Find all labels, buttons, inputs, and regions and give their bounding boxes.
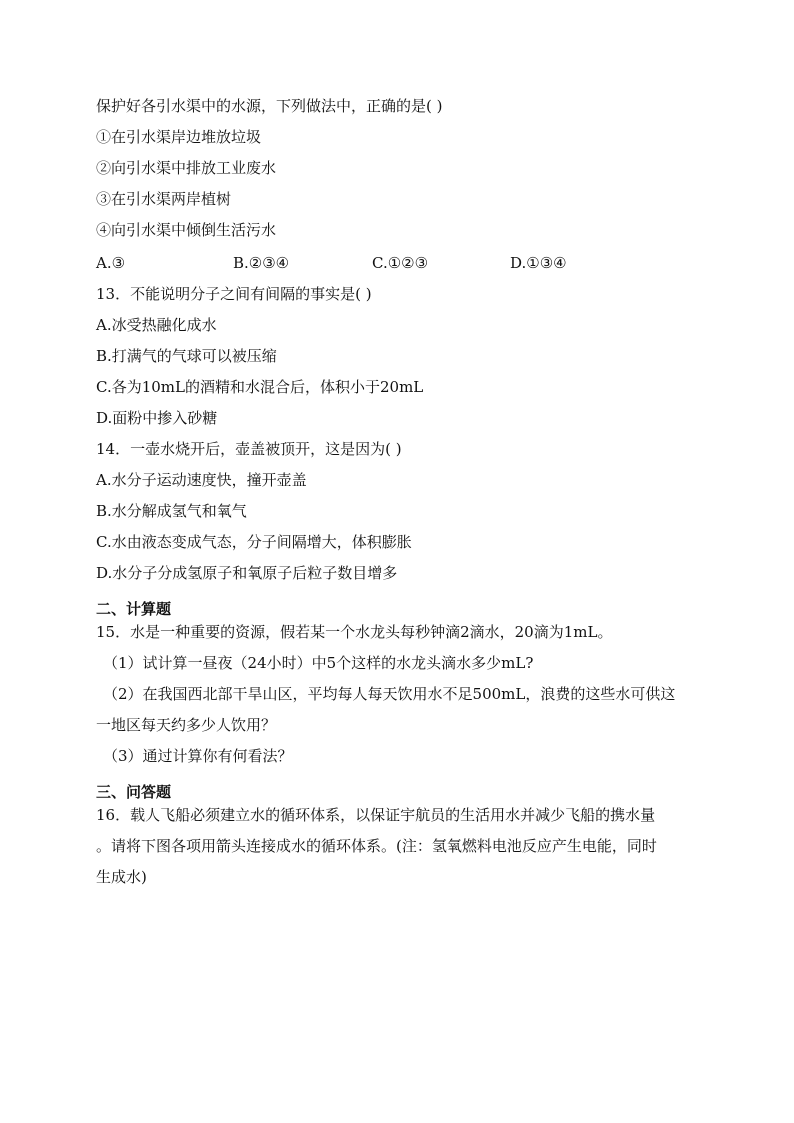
q16-line-2: 。请将下图各项用箭头连接成水的循环体系。(注：氢氧燃料电池反应产生电能，同时 — [96, 837, 657, 855]
q12-option-c: C.①②③ — [372, 254, 429, 272]
q13-stem: 13．不能说明分子之间有间隔的事实是( ) — [96, 285, 372, 303]
q15-stem: 15．水是一种重要的资源，假若某一个水龙头每秒钟滴2滴水，20滴为1mL。 — [96, 623, 613, 641]
q12-item-4: ④向引水渠中倾倒生活污水 — [96, 221, 277, 239]
q15-part-2-continued: 一地区每天约多少人饮用？ — [96, 716, 277, 734]
q12-item-3: ③在引水渠两岸植树 — [96, 190, 232, 208]
q13-option-c: C.各为10mL的酒精和水混合后，体积小于20mL — [96, 378, 424, 396]
q12-stem: 保护好各引水渠中的水源，下列做法中，正确的是( ) — [96, 97, 443, 115]
q13-option-b: B.打满气的气球可以被压缩 — [96, 347, 277, 365]
section-heading-calculation: 二、计算题 — [96, 600, 172, 618]
q16-line-1: 16．载人飞船必须建立水的循环体系，以保证宇航员的生活用水并减少飞船的携水量 — [96, 806, 656, 824]
q13-option-d: D.面粉中掺入砂糖 — [96, 409, 218, 427]
q13-option-a: A.冰受热融化成水 — [96, 316, 217, 334]
section-heading-qa: 三、问答题 — [96, 783, 172, 801]
q16-line-3: 生成水) — [96, 868, 147, 886]
q14-option-a: A.水分子运动速度快，撞开壶盖 — [96, 471, 307, 489]
q14-option-c: C.水由液态变成气态，分子间隔增大，体积膨胀 — [96, 533, 412, 551]
q14-option-d: D.水分子分成氢原子和氧原子后粒子数目增多 — [96, 564, 398, 582]
q12-item-2: ②向引水渠中排放工业废水 — [96, 159, 277, 177]
q15-part-1: （1）试计算一昼夜（24小时）中5个这样的水龙头滴水多少mL? — [103, 654, 534, 672]
q15-part-3: （3）通过计算你有何看法？ — [103, 747, 293, 765]
q12-option-b: B.②③④ — [233, 254, 290, 272]
q14-option-b: B.水分解成氢气和氧气 — [96, 502, 247, 520]
q12-option-d: D.①③④ — [510, 254, 567, 272]
q15-part-2: （2）在我国西北部干旱山区，平均每人每天饮用水不足500mL，浪费的这些水可供这 — [103, 685, 676, 703]
q14-stem: 14．一壶水烧开后，壶盖被顶开，这是因为( ) — [96, 440, 402, 458]
q12-item-1: ①在引水渠岸边堆放垃圾 — [96, 128, 262, 146]
q12-option-a: A.③ — [96, 254, 126, 272]
